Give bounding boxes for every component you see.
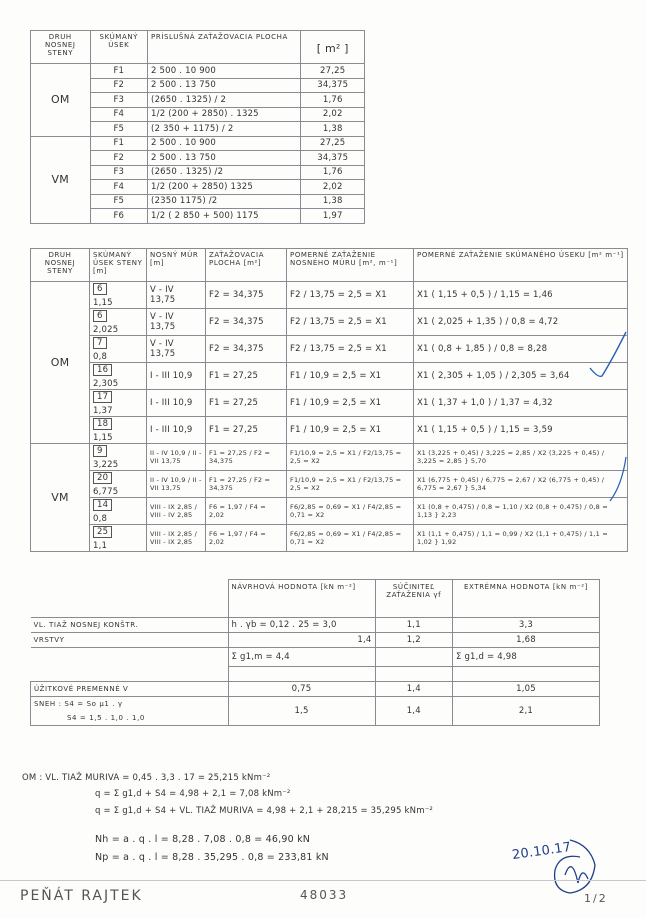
calc-line: q = Σ g1,d + S4 = 4,98 + 2,1 = 7,08 kNm⁻² — [95, 789, 291, 799]
extreme-sum-cell: Σ g1,d = 4,98 — [452, 648, 599, 667]
checkmark-icon — [588, 330, 628, 380]
header-bearing-wall: NOSNÝ MÚR [m] — [147, 249, 206, 282]
bearing-wall-cell: VIII - IX 2,85 / VIII - IX 2,85 — [147, 525, 206, 552]
formula-cell: 2 500 . 13 750 — [148, 78, 301, 93]
section-cell: F3 — [90, 165, 148, 180]
formula-cell: 2 500 . 10 900 — [148, 136, 301, 151]
area-cell: F2 = 34,375 — [206, 309, 287, 336]
result-cell: X1 ( 1,37 + 1,0 ) / 1,37 = 4,32 — [414, 390, 628, 417]
section-number: 17 — [93, 391, 112, 403]
area-cell: F1 = 27,25 / F2 = 34,375 — [206, 471, 287, 498]
section-length: 3,225 — [93, 459, 119, 470]
calc-line: OM : VL. TIAŽ MURIVA = 0,45 . 3,3 . 17 = 25,215 kNm⁻² — [22, 773, 271, 783]
bearing-wall-cell: V - IV 13,75 — [147, 282, 206, 309]
ratio-cell: F1 / 10,9 = 2,5 = X1 — [287, 390, 414, 417]
result-cell: X1 ( 1,15 + 0,5 ) / 1,15 = 1,46 — [414, 282, 628, 309]
formula-cell: (2650 . 1325) /2 — [148, 165, 301, 180]
section-number: 18 — [93, 418, 112, 430]
value-cell: 1,76 — [301, 165, 365, 180]
section-cell: F4 — [90, 107, 148, 122]
bearing-wall-cell: I - III 10,9 — [147, 363, 206, 390]
header-wall-type: DRUH NOSNEJ STENY — [31, 249, 90, 282]
extreme-cell — [452, 667, 599, 682]
section-cell — [90, 363, 147, 390]
formula-cell: 1/2 (200 + 2850) 1325 — [148, 180, 301, 195]
header-area: ZAŤAŽOVACIA PLOCHA [m²] — [206, 249, 287, 282]
value-cell: 1,97 — [301, 209, 365, 224]
design-cell: 0,75 — [228, 682, 375, 697]
section-number: 20 — [93, 472, 112, 484]
section-number: 6 — [93, 283, 107, 295]
area-cell: F6 = 1,97 / F4 = 2,02 — [206, 498, 287, 525]
header-section: SKÚMANÝ ÚSEK STENY [m] — [90, 249, 147, 282]
bearing-wall-cell: II - IV 10,9 / II - VII 13,75 — [147, 471, 206, 498]
factor-cell: 1,4 — [375, 697, 452, 726]
calc-line: q = Σ g1,d + S4 + VL. TIAŽ MURIVA = 4,98 + 2,1 + 28,215 = 35,295 kNm⁻² — [95, 806, 433, 816]
ratio-cell: F1/10,9 = 2,5 = X1 / F2/13,75 = 2,5 = X2 — [287, 444, 414, 471]
header-blank — [31, 580, 229, 618]
header-factor: SÚČINITEĽ ZAŤAŽENIA γf — [375, 580, 452, 618]
header-design-value: NÁVRHOVÁ HODNOTA [kN m⁻²] — [228, 580, 375, 618]
section-number: 25 — [93, 526, 112, 538]
section-length: 2,025 — [93, 324, 119, 335]
formula-cell: 1/2 ( 2 850 + 500) 1175 — [148, 209, 301, 224]
header-area: PRÍSLUŠNÁ ZAŤAŽOVACIA PLOCHA — [148, 31, 301, 64]
section-cell: F2 — [90, 78, 148, 93]
row-label: S4 = 1,5 . 1,0 . 1,0 — [31, 711, 229, 726]
row-label — [31, 648, 229, 667]
bearing-wall-cell: I - III 10,9 — [147, 390, 206, 417]
section-cell — [90, 390, 147, 417]
section-cell — [90, 525, 147, 552]
formula-cell: (2650 . 1325) / 2 — [148, 93, 301, 108]
ratio-cell: F1/10,9 = 2,5 = X1 / F2/13,75 = 2,5 = X2 — [287, 471, 414, 498]
calc-line: Nh = a . q . l = 8,28 . 7,08 . 0,8 = 46,90 kN — [95, 834, 311, 845]
header-section: SKÚMANÝ ÚSEK — [90, 31, 148, 64]
value-cell: 34,375 — [301, 151, 365, 166]
section-number: 9 — [93, 445, 107, 457]
extreme-cell: 2,1 — [452, 697, 599, 726]
section-cell: F4 — [90, 180, 148, 195]
extreme-cell: 1,05 — [452, 682, 599, 697]
ratio-cell: F2 / 13,75 = 2,5 = X1 — [287, 282, 414, 309]
author-name: PEŇÁT RAJTEK — [20, 888, 143, 904]
section-cell: F3 — [90, 93, 148, 108]
extreme-cell: 1,68 — [452, 633, 599, 648]
bearing-wall-cell: II - IV 10,9 / II - VII 13,75 — [147, 444, 206, 471]
row-label: VL. TIAŽ NOSNEJ KONŠTR. — [31, 618, 229, 633]
value-cell: 2,02 — [301, 107, 365, 122]
extreme-cell: 3,3 — [452, 618, 599, 633]
section-cell: F1 — [90, 136, 148, 151]
relative-load-table — [30, 248, 628, 552]
checkmark-icon — [608, 455, 630, 505]
formula-cell: 2 500 . 13 750 — [148, 151, 301, 166]
area-cell: F2 = 34,375 — [206, 336, 287, 363]
area-cell: F2 = 34,375 — [206, 282, 287, 309]
wall-type-om: OM — [31, 282, 90, 444]
section-cell — [90, 282, 147, 309]
factor-cell — [375, 648, 452, 667]
header-wall-type: DRUH NOSNEJ STENY — [31, 31, 91, 64]
value-cell: 1,38 — [301, 122, 365, 137]
header-wall-load: POMERNÉ ZAŤAŽENIE NOSNÉHO MÚRU [m², m⁻¹] — [287, 249, 414, 282]
section-cell — [90, 444, 147, 471]
page-number: 1/2 — [584, 892, 608, 905]
value-cell: 34,375 — [301, 78, 365, 93]
ratio-cell: F2 / 13,75 = 2,5 = X1 — [287, 336, 414, 363]
formula-cell: 2 500 . 10 900 — [148, 64, 301, 79]
header-extreme-value: EXTRÉMNA HODNOTA [kN m⁻²] — [452, 580, 599, 618]
wall-type-om: OM — [31, 64, 91, 137]
section-length: 6,775 — [93, 486, 119, 497]
section-cell: F1 — [90, 64, 148, 79]
ratio-cell: F6/2,85 = 0,69 = X1 / F4/2,85 = 0,71 = X2 — [287, 498, 414, 525]
section-cell: F5 — [90, 194, 148, 209]
header-unit: [ m² ] — [301, 31, 365, 64]
value-cell: 1,38 — [301, 194, 365, 209]
factor-cell — [375, 667, 452, 682]
value-cell: 27,25 — [301, 136, 365, 151]
bearing-wall-cell: V - IV 13,75 — [147, 309, 206, 336]
row-label: ÚŽITKOVÉ PREMENNÉ V — [31, 682, 229, 697]
section-number: 6 — [93, 310, 107, 322]
area-cell: F1 = 27,25 — [206, 417, 287, 444]
formula-cell: (2350 1175) /2 — [148, 194, 301, 209]
load-values-table — [30, 579, 600, 726]
section-cell: F5 — [90, 122, 148, 137]
result-cell: X1 (0,8 + 0,475) / 0,8 = 1,10 / X2 (0,8 + 0,475) / 0,8 = 1,13 } 2,23 — [414, 498, 628, 525]
ratio-cell: F6/2,85 = 0,69 = X1 / F4/2,85 = 0,71 = X2 — [287, 525, 414, 552]
section-cell — [90, 471, 147, 498]
signature-date: 20.10.17 — [511, 839, 573, 864]
ratio-cell: F1 / 10,9 = 2,5 = X1 — [287, 417, 414, 444]
area-cell: F6 = 1,97 / F4 = 2,02 — [206, 525, 287, 552]
factor-cell: 1,4 — [375, 682, 452, 697]
area-cell: F1 = 27,25 / F2 = 34,375 — [206, 444, 287, 471]
section-cell — [90, 309, 147, 336]
section-length: 2,305 — [93, 378, 119, 389]
wall-type-vm: VM — [31, 444, 90, 552]
row-label — [31, 667, 229, 682]
result-cell: X1 (6,775 + 0,45) / 6,775 = 2,67 / X2 (6,775 + 0,45) / 6,775 = 2,67 } 5,34 — [414, 471, 628, 498]
row-label: SNEH : S4 = So μ1 . γ — [31, 697, 229, 712]
result-cell: X1 (1,1 + 0,475) / 1,1 = 0,99 / X2 (1,1 + 0,475) / 1,1 = 1,02 } 1,92 — [414, 525, 628, 552]
section-length: 1,15 — [93, 432, 113, 443]
value-cell: 27,25 — [301, 64, 365, 79]
result-cell: X1 ( 2,305 + 1,05 ) / 2,305 = 3,64 — [414, 363, 628, 390]
section-cell: F2 — [90, 151, 148, 166]
design-sum-cell: Σ g1,m = 4,4 — [228, 648, 375, 667]
area-cell: F1 = 27,25 — [206, 390, 287, 417]
section-length: 1,37 — [93, 405, 113, 416]
section-cell: F6 — [90, 209, 148, 224]
design-cell — [228, 667, 375, 682]
section-cell — [90, 336, 147, 363]
ratio-cell: F1 / 10,9 = 2,5 = X1 — [287, 363, 414, 390]
factor-cell: 1,1 — [375, 618, 452, 633]
student-code: 48033 — [300, 888, 349, 902]
value-cell: 1,76 — [301, 93, 365, 108]
row-label: VRSTVY — [31, 633, 229, 648]
result-cell: X1 ( 2,025 + 1,35 ) / 0,8 = 4,72 — [414, 309, 628, 336]
value-cell: 2,02 — [301, 180, 365, 195]
factor-cell: 1,2 — [375, 633, 452, 648]
section-cell — [90, 498, 147, 525]
section-length: 0,8 — [93, 351, 108, 362]
section-length: 1,1 — [93, 540, 108, 551]
bearing-wall-cell: I - III 10,9 — [147, 417, 206, 444]
design-cell: h . γb = 0,12 . 25 = 3,0 — [228, 618, 375, 633]
result-cell: X1 ( 0,8 + 1,85 ) / 0,8 = 8,28 — [414, 336, 628, 363]
signature-icon — [540, 835, 610, 900]
section-number: 16 — [93, 364, 112, 376]
footer-divider — [0, 880, 646, 881]
header-section-load: POMERNÉ ZAŤAŽENIE SKÚMANÉHO ÚSEKU [m² m⁻¹] — [414, 249, 628, 282]
formula-cell: 1/2 (200 + 2850) . 1325 — [148, 107, 301, 122]
result-cell: X1 ( 1,15 + 0,5 ) / 1,15 = 3,59 — [414, 417, 628, 444]
section-length: 0,8 — [93, 513, 108, 524]
section-number: 7 — [93, 337, 107, 349]
result-cell: X1 (3,225 + 0,45) / 3,225 = 2,85 / X2 (3,225 + 0,45) / 3,225 = 2,85 } 5,70 — [414, 444, 628, 471]
bearing-wall-cell: VIII - IX 2,85 / VIII - IV 2,85 — [147, 498, 206, 525]
wall-type-vm: VM — [31, 136, 91, 223]
design-cell: 1,4 — [228, 633, 375, 648]
loading-area-table — [30, 30, 365, 224]
bearing-wall-cell: V - IV 13,75 — [147, 336, 206, 363]
area-cell: F1 = 27,25 — [206, 363, 287, 390]
formula-cell: (2 350 + 1175) / 2 — [148, 122, 301, 137]
design-cell: 1,5 — [228, 697, 375, 726]
section-cell — [90, 417, 147, 444]
ratio-cell: F2 / 13,75 = 2,5 = X1 — [287, 309, 414, 336]
section-length: 1,15 — [93, 297, 113, 308]
section-number: 14 — [93, 499, 112, 511]
calc-line: Np = a . q . l = 8,28 . 35,295 . 0,8 = 233,81 kN — [95, 852, 329, 863]
